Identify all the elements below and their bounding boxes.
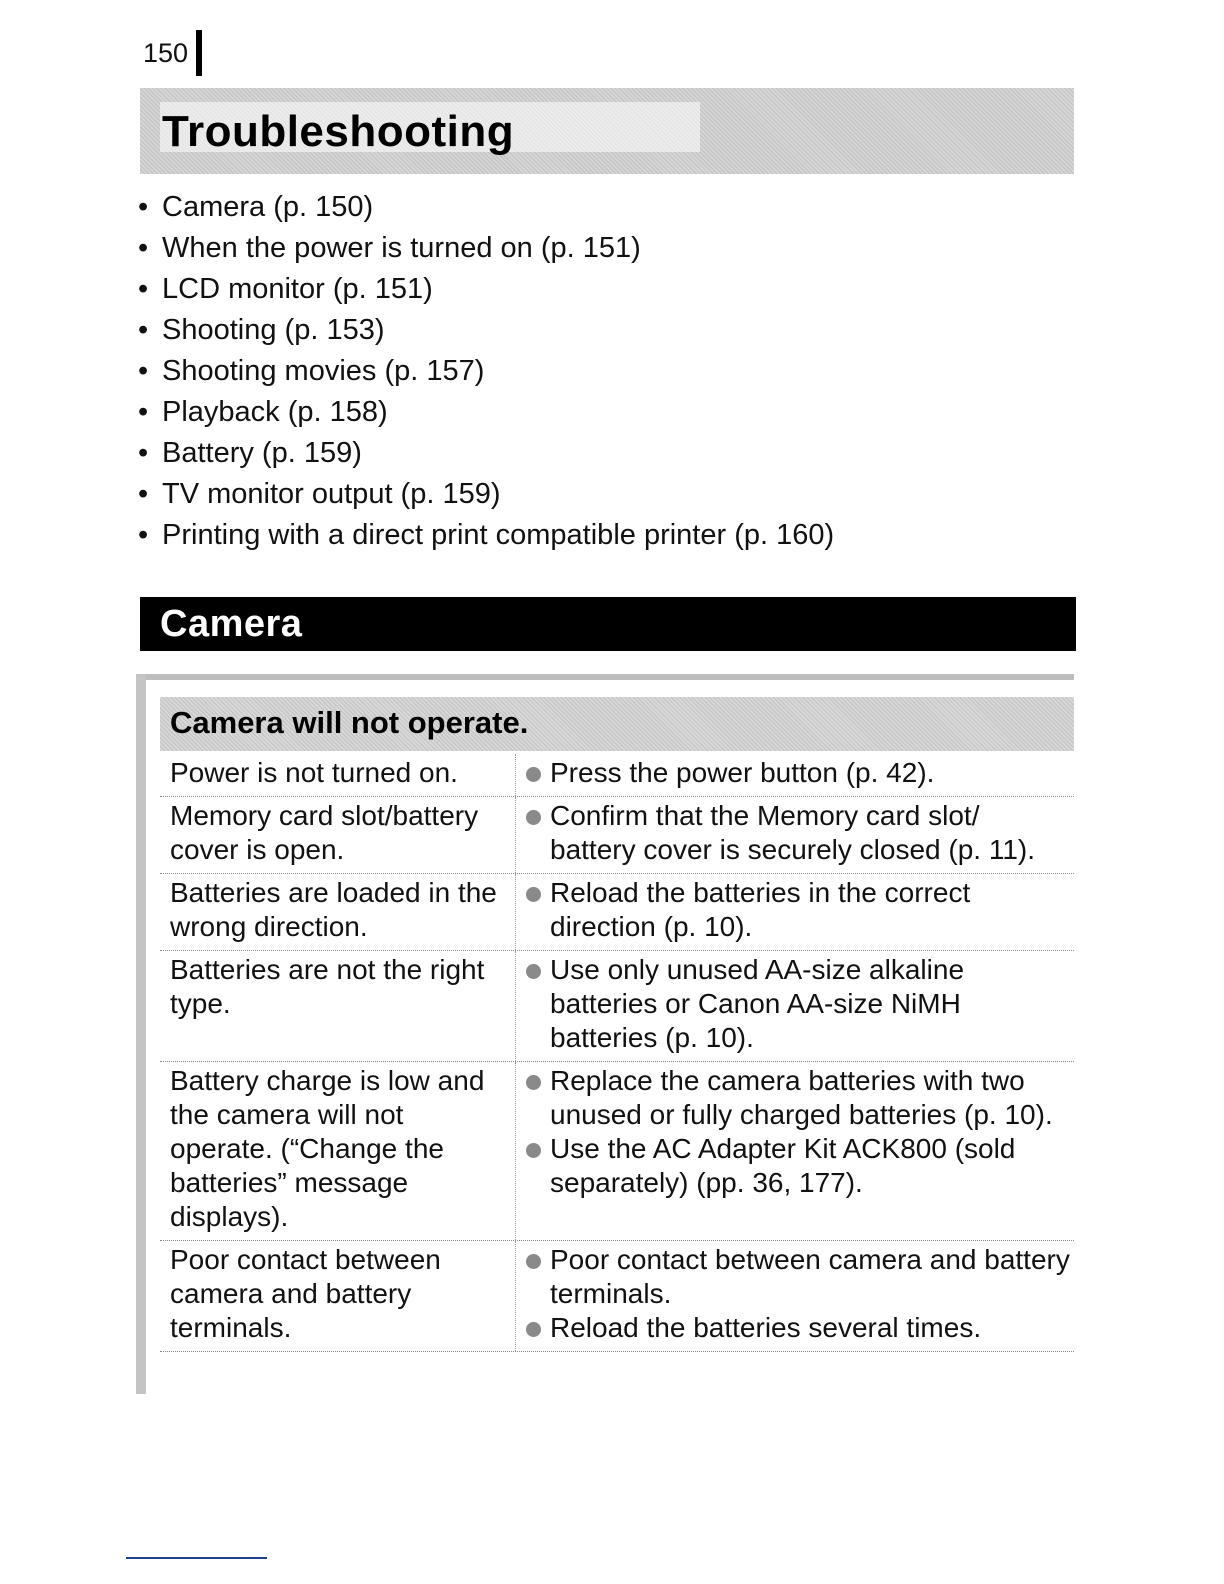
bullet-icon: • <box>138 273 149 305</box>
bullet-icon: • <box>138 314 149 346</box>
bullet-dot-icon <box>526 964 541 979</box>
remedy-item <box>524 1132 1070 1200</box>
cause-cell: Battery charge is low and the camera will not operate. (“Change the batteries” message displays). <box>160 1062 516 1240</box>
page-number-rule <box>196 30 202 76</box>
toc-list <box>138 187 834 556</box>
subsection-title: Camera will not operate. <box>170 705 529 740</box>
cause-cell: Batteries are loaded in the wrong direction. <box>160 874 516 950</box>
remedy-cell <box>516 797 1074 873</box>
bullet-dot-icon <box>526 1322 541 1337</box>
footer-rule <box>126 1557 267 1559</box>
remedy-item <box>524 799 1070 867</box>
remedy-item <box>524 876 1070 944</box>
troubleshooting-table <box>160 754 1074 1352</box>
remedy-text: Use the AC Adapter Kit ACK800 (sold separately) (pp. 36, 177). <box>550 1133 1016 1198</box>
toc-item <box>138 392 834 433</box>
table-row <box>160 874 1074 951</box>
toc-item <box>138 474 834 515</box>
table-row <box>160 797 1074 874</box>
toc-item-label: Battery (p. 159) <box>162 437 362 469</box>
remedy-cell <box>516 754 1074 796</box>
table-row <box>160 951 1074 1062</box>
remedy-cell <box>516 1241 1074 1351</box>
remedy-item <box>524 1064 1070 1132</box>
bullet-dot-icon <box>526 1143 541 1158</box>
subsection-header <box>160 697 1074 751</box>
bullet-icon: • <box>138 437 149 469</box>
toc-item <box>138 433 834 474</box>
toc-item-label: LCD monitor (p. 151) <box>162 273 433 305</box>
toc-item-label: When the power is turned on (p. 151) <box>162 232 641 264</box>
table-top-border <box>140 674 1074 680</box>
bullet-icon: • <box>138 396 149 428</box>
cause-cell: Memory card slot/battery cover is open. <box>160 797 516 873</box>
table-row <box>160 1062 1074 1241</box>
section-header-bar <box>140 597 1076 651</box>
remedy-text: Reload the batteries in the correct direction (p. 10). <box>550 877 971 942</box>
page-number: 150 <box>143 38 189 68</box>
remedy-cell <box>516 1062 1074 1240</box>
remedy-text: Poor contact between camera and battery terminals. <box>550 1244 1070 1309</box>
toc-item <box>138 351 834 392</box>
remedy-text: Press the power button (p. 42). <box>550 757 935 788</box>
remedy-item <box>524 1243 1070 1311</box>
remedy-text: Use only unused AA-size alkaline batteries or Canon AA-size NiMH batteries (p. 10). <box>550 954 965 1053</box>
toc-item-label: Printing with a direct print compatible printer (p. 160) <box>162 519 835 551</box>
cause-cell: Power is not turned on. <box>160 754 516 796</box>
bullet-dot-icon <box>526 887 541 902</box>
toc-item <box>138 269 834 310</box>
toc-item-label: Shooting (p. 153) <box>162 314 385 346</box>
toc-item-label: Playback (p. 158) <box>162 396 388 428</box>
remedy-text: Reload the batteries several times. <box>550 1312 982 1343</box>
bullet-dot-icon <box>526 810 541 825</box>
toc-item-label: Camera (p. 150) <box>162 191 374 223</box>
remedy-cell <box>516 874 1074 950</box>
toc-item <box>138 310 834 351</box>
table-left-border <box>136 674 146 1394</box>
remedy-text: Replace the camera batteries with two unused or fully charged batteries (p. 10). <box>550 1065 1053 1130</box>
remedy-item <box>524 1311 1070 1345</box>
toc-item-label: Shooting movies (p. 157) <box>162 355 485 387</box>
bullet-icon: • <box>138 232 149 264</box>
table-row <box>160 1241 1074 1352</box>
toc-item-label: TV monitor output (p. 159) <box>162 478 501 510</box>
page-title: Troubleshooting <box>162 107 515 156</box>
remedy-item <box>524 756 1070 790</box>
bullet-icon: • <box>138 355 149 387</box>
cause-cell: Poor contact between camera and battery terminals. <box>160 1241 516 1351</box>
cause-cell: Batteries are not the right type. <box>160 951 516 1061</box>
toc-item <box>138 187 834 228</box>
remedy-text: Confirm that the Memory card slot/ battery cover is securely closed (p. 11). <box>550 800 1036 865</box>
toc-item <box>138 515 834 556</box>
toc-item <box>138 228 834 269</box>
bullet-dot-icon <box>526 1254 541 1269</box>
bullet-dot-icon <box>526 1075 541 1090</box>
bullet-dot-icon <box>526 767 541 782</box>
remedy-item <box>524 953 1070 1055</box>
bullet-icon: • <box>138 191 149 223</box>
bullet-icon: • <box>138 519 149 551</box>
remedy-cell <box>516 951 1074 1061</box>
bullet-icon: • <box>138 478 149 510</box>
table-row <box>160 754 1074 797</box>
section-title: Camera <box>160 603 303 645</box>
